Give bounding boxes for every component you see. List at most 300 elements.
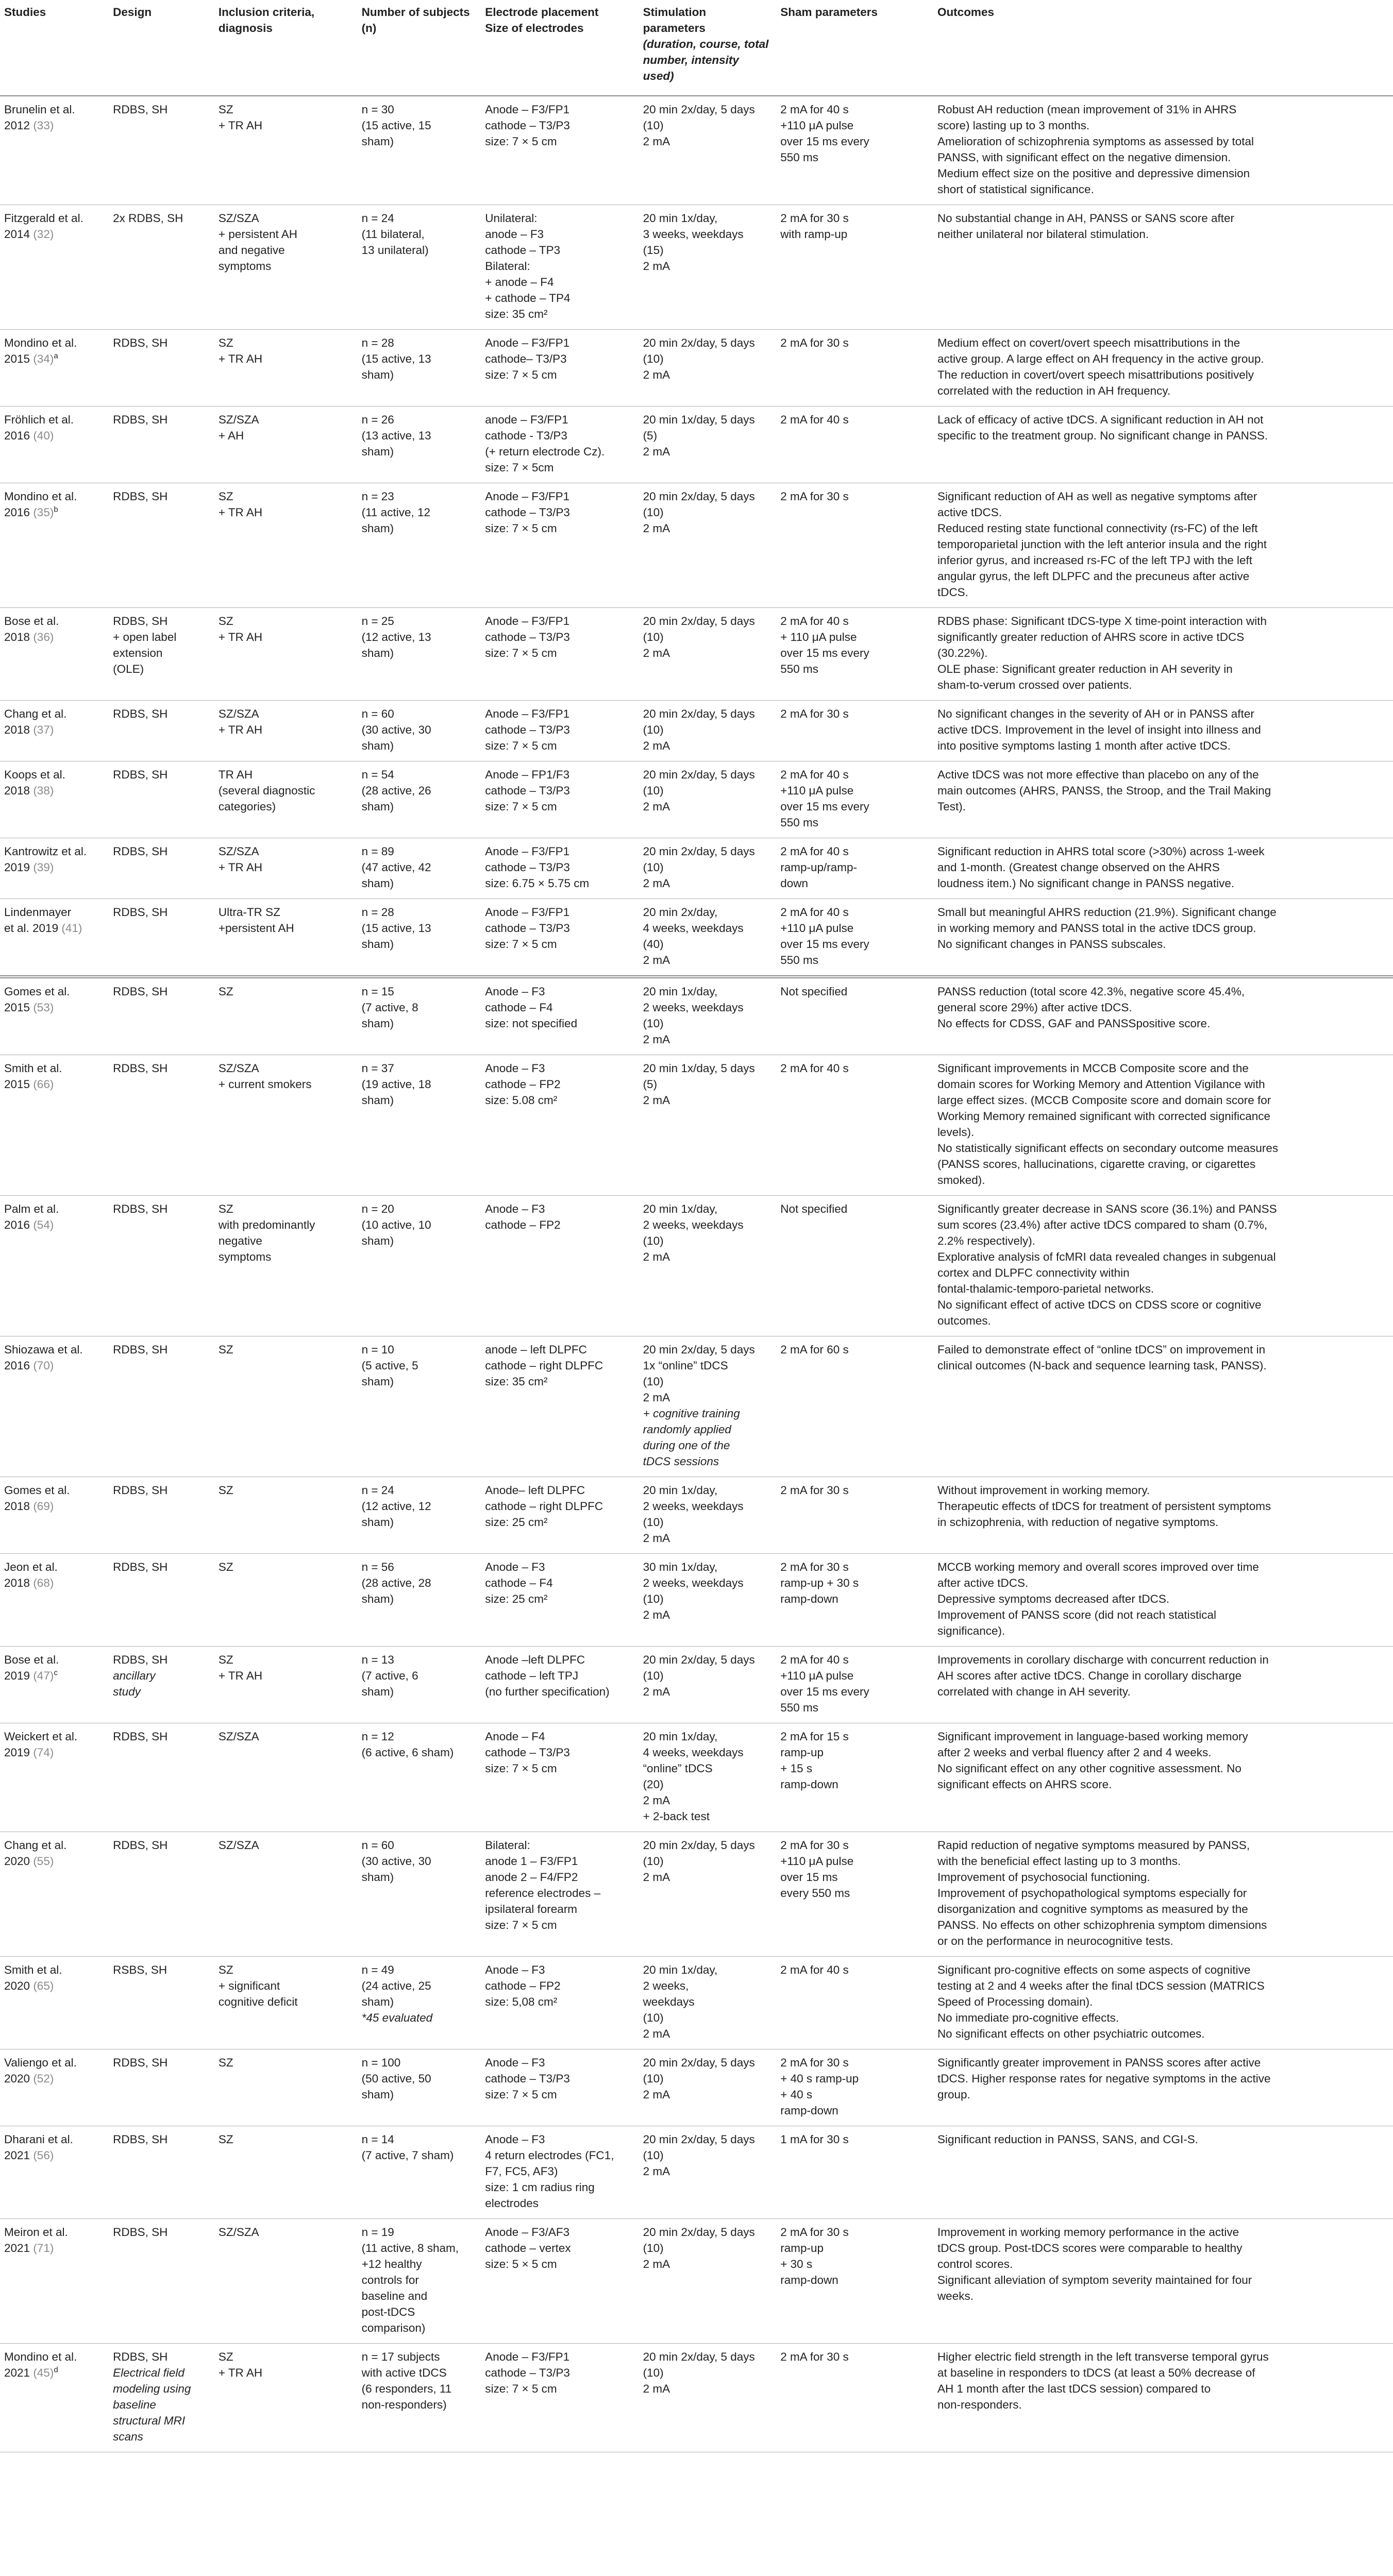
study-reference: (74) <box>33 1746 54 1759</box>
cell-subjects <box>358 483 481 608</box>
study-reference: (71) <box>33 2242 54 2255</box>
cell-electrode: Anode – F3/FP1 cathode – T3/P3 size: 7 × 5 cm <box>481 701 639 761</box>
study-reference: (35) <box>33 506 54 519</box>
cell-stimulation <box>639 2344 777 2452</box>
cell-electrode: Anode – F3/FP1 cathode – T3/P3 size: 7 × 5 cm <box>481 899 639 977</box>
cell-subjects <box>358 899 481 977</box>
cell-inclusion: SZ <box>214 977 358 1055</box>
cell-study <box>0 2219 109 2344</box>
cell-sham: 2 mA for 40 s ramp-up/ramp- down <box>776 838 933 899</box>
stimulation-text: 20 min 2x/day, 5 days (10) 2 mA <box>643 2226 755 2270</box>
table-row <box>0 330 1393 406</box>
cell-outcomes: RDBS phase: Significant tDCS-type X time-point interaction with significantly greater reduction of AHRS score in active tDCS (30.22%). OLE phase: Significant greater reduction in AH severity in sham-to-verum crossed over patients. <box>933 608 1393 701</box>
cell-subjects <box>358 2049 481 2126</box>
study-name: Bose et al. 2018 <box>4 615 59 643</box>
subjects-text: n = 25 (12 active, 13 sham) <box>361 615 431 659</box>
cell-design <box>109 205 214 330</box>
cell-study <box>0 838 109 899</box>
design-text: RDBS, SH <box>113 490 168 503</box>
cell-study <box>0 899 109 977</box>
cell-stimulation <box>639 608 777 701</box>
stimulation-text: 20 min 1x/day, 2 weeks, weekdays (10) 2 mA <box>643 1484 744 1545</box>
cell-sham: 2 mA for 40 s <box>776 1957 933 2049</box>
cell-design <box>109 1832 214 1957</box>
design-text: RDBS, SH <box>113 2350 168 2363</box>
subjects-text: n = 100 (50 active, 50 sham) <box>361 2056 431 2101</box>
cell-subjects <box>358 761 481 838</box>
subjects-text: n = 26 (13 active, 13 sham) <box>361 413 431 458</box>
cell-stimulation <box>639 2219 777 2344</box>
cell-subjects <box>358 96 481 205</box>
header-stimulation <box>639 0 777 96</box>
stimulation-text: 20 min 2x/day, 5 days (10) 2 mA <box>643 707 755 752</box>
design-text: RDBS, SH <box>113 1202 168 1215</box>
cell-sham: 1 mA for 30 s <box>776 2126 933 2219</box>
cell-sham: Not specified <box>776 1196 933 1336</box>
cell-design <box>109 701 214 761</box>
cell-electrode: Anode – F3 cathode – T3/P3 size: 7 × 5 cm <box>481 2049 639 2126</box>
stimulation-text: 20 min 1x/day, 2 weeks, weekdays (10) 2 mA <box>643 1202 744 1263</box>
cell-design <box>109 1336 214 1477</box>
cell-electrode: Anode– left DLPFC cathode – right DLPFC size: 25 cm² <box>481 1477 639 1554</box>
cell-electrode: Anode – F4 cathode – T3/P3 size: 7 × 5 cm <box>481 1723 639 1832</box>
stimulation-text: 20 min 2x/day, 5 days (10) 2 mA <box>643 490 755 535</box>
cell-electrode: Anode – F3 cathode – F4 size: 25 cm² <box>481 1554 639 1647</box>
study-name: Dharani et al. 2021 <box>4 2133 73 2162</box>
cell-subjects <box>358 1723 481 1832</box>
cell-outcomes: Significant reduction in AHRS total score (>30%) across 1-week and 1-month. (Greatest change observed on the AHRS loudness item.) No significant change in PANSS negative. <box>933 838 1393 899</box>
stimulation-text: 20 min 1x/day, 3 weeks, weekdays (15) 2 mA <box>643 212 744 273</box>
cell-sham: 2 mA for 30 s <box>776 330 933 406</box>
study-name: Lindenmayer et al. 2019 <box>4 906 72 935</box>
study-name: Fitzgerald et al. 2014 <box>4 212 83 241</box>
cell-outcomes: Lack of efficacy of active tDCS. A significant reduction in AH not specific to the treatment group. No significant change in PANSS. <box>933 406 1393 483</box>
cell-study <box>0 761 109 838</box>
cell-subjects <box>358 1477 481 1554</box>
table-row <box>0 483 1393 608</box>
stimulation-text: 20 min 2x/day, 4 weeks, weekdays (40) 2 mA <box>643 906 744 967</box>
cell-sham: 2 mA for 30 s <box>776 701 933 761</box>
cell-subjects <box>358 1196 481 1336</box>
cell-stimulation <box>639 1957 777 2049</box>
cell-inclusion: Ultra-TR SZ +persistent AH <box>214 899 358 977</box>
cell-design <box>109 2344 214 2452</box>
cell-electrode: Anode – F3 cathode – FP2 <box>481 1196 639 1336</box>
subjects-text: n = 13 (7 active, 6 sham) <box>361 1653 418 1698</box>
study-reference: (69) <box>33 1500 54 1513</box>
cell-electrode: Anode – F3 cathode – FP2 size: 5,08 cm² <box>481 1957 639 2049</box>
header-design: Design <box>109 0 214 96</box>
study-reference: (47) <box>33 1669 54 1682</box>
cell-sham: 2 mA for 30 s <box>776 2344 933 2452</box>
cell-stimulation <box>639 483 777 608</box>
cell-stimulation <box>639 2049 777 2126</box>
cell-outcomes: Significant improvement in language-based working memory after 2 weeks and verbal fluency after 2 and 4 weeks. No significant effect on any other cognitive assessment. No significant effects on AHRS score. <box>933 1723 1393 1832</box>
study-reference: (39) <box>33 861 54 874</box>
cell-sham: 2 mA for 40 s +110 μA pulse over 15 ms every 550 ms <box>776 761 933 838</box>
cell-subjects <box>358 1055 481 1196</box>
cell-subjects <box>358 1832 481 1957</box>
cell-sham: 2 mA for 40 s +110 μA pulse over 15 ms every 550 ms <box>776 96 933 205</box>
cell-study <box>0 1647 109 1723</box>
cell-study <box>0 1723 109 1832</box>
stimulation-text: 20 min 2x/day, 5 days (10) 2 mA <box>643 2133 755 2178</box>
table-row <box>0 1957 1393 2049</box>
cell-outcomes: Medium effect on covert/overt speech misattributions in the active group. A large effect on AH frequency in the active group. The reduction in covert/overt speech misattributions positively correlated with the reduction in AH frequency. <box>933 330 1393 406</box>
cell-inclusion: SZ + significant cognitive deficit <box>214 1957 358 2049</box>
study-reference: (55) <box>33 1855 54 1868</box>
study-name: Smith et al. 2015 <box>4 1062 62 1091</box>
study-name: Shiozawa et al. 2016 <box>4 1343 83 1372</box>
cell-design <box>109 899 214 977</box>
design-text: RDBS, SH <box>113 707 168 720</box>
design-text: RSBS, SH <box>113 1963 167 1976</box>
cell-design <box>109 977 214 1055</box>
table-row <box>0 2219 1393 2344</box>
cell-sham: 2 mA for 30 s +110 μA pulse over 15 ms every 550 ms <box>776 1832 933 1957</box>
subjects-text: n = 89 (47 active, 42 sham) <box>361 845 431 890</box>
cell-subjects <box>358 1957 481 2049</box>
stimulation-text: 20 min 2x/day, 5 days (10) 2 mA <box>643 2350 755 2395</box>
cell-electrode: Anode – F3/AF3 cathode – vertex size: 5 × 5 cm <box>481 2219 639 2344</box>
study-reference: (65) <box>33 1979 54 1992</box>
stimulation-text: 20 min 2x/day, 5 days (10) 2 mA <box>643 1653 755 1698</box>
stimulation-text: 20 min 2x/day, 5 days (10) 2 mA <box>643 1839 755 1884</box>
study-name: Smith et al. 2020 <box>4 1963 62 1992</box>
subjects-text: n = 60 (30 active, 30 sham) <box>361 1839 431 1884</box>
table-row <box>0 2344 1393 2452</box>
cell-electrode: Anode – F3/FP1 cathode – T3/P3 size: 7 × 5 cm <box>481 483 639 608</box>
cell-outcomes: Significant pro-cognitive effects on some aspects of cognitive testing at 2 and 4 weeks after the final tDCS session (MATRICS Speed of Processing domain). No immediate pro-cognitive effects. No significant effects on other psychiatric outcomes. <box>933 1957 1393 2049</box>
design-text: RDBS, SH <box>113 1730 168 1743</box>
cell-sham: 2 mA for 15 s ramp-up + 15 s ramp-down <box>776 1723 933 1832</box>
table-row <box>0 977 1393 1055</box>
cell-outcomes: PANSS reduction (total score 42.3%, negative score 45.4%, general score 29%) after active tDCS. No effects for CDSS, GAF and PANSSpositive score. <box>933 977 1393 1055</box>
cell-electrode: Anode – F3/FP1 cathode – T3/P3 size: 7 × 5 cm <box>481 96 639 205</box>
study-reference: (52) <box>33 2072 54 2085</box>
subjects-text: n = 23 (11 active, 12 sham) <box>361 490 430 535</box>
stimulation-text: 20 min 1x/day, 5 days (5) 2 mA <box>643 1062 755 1107</box>
table-header-row <box>0 0 1393 96</box>
cell-inclusion: SZ + TR AH <box>214 608 358 701</box>
cell-sham: 2 mA for 30 s ramp-up + 30 s ramp-down <box>776 1554 933 1647</box>
cell-electrode: anode – F3/FP1 cathode - T3/P3 (+ return electrode Cz). size: 7 × 5cm <box>481 406 639 483</box>
cell-inclusion: SZ <box>214 1477 358 1554</box>
cell-subjects <box>358 1554 481 1647</box>
table-row <box>0 205 1393 330</box>
cell-design <box>109 761 214 838</box>
design-text: RDBS, SH <box>113 1484 168 1497</box>
cell-study <box>0 1477 109 1554</box>
cell-inclusion: SZ/SZA + persistent AH and negative symptoms <box>214 205 358 330</box>
design-text: RDBS, SH <box>113 906 168 919</box>
cell-design <box>109 406 214 483</box>
header-electrode <box>481 0 639 96</box>
cell-stimulation <box>639 1832 777 1957</box>
cell-outcomes: Significant reduction of AH as well as negative symptoms after active tDCS. Reduced resting state functional connectivity (rs-FC) of the left temporoparietal junction with the left anterior insula and the right inferior gyrus, and increased rs-FC of the left TPJ with the left angular gyrus, the left DLPFC and the precuneus after active tDCS. <box>933 483 1393 608</box>
cell-design <box>109 1957 214 2049</box>
cell-study <box>0 2049 109 2126</box>
stimulation-text: 20 min 1x/day, 5 days (5) 2 mA <box>643 413 755 458</box>
cell-sham: 2 mA for 40 s +110 μA pulse over 15 ms every 550 ms <box>776 1647 933 1723</box>
cell-inclusion: SZ <box>214 1554 358 1647</box>
footnote-mark: a <box>54 351 58 361</box>
design-text: RDBS, SH <box>113 845 168 858</box>
cell-study <box>0 96 109 205</box>
design-text: RDBS, SH <box>113 336 168 349</box>
table-row <box>0 96 1393 205</box>
stimulation-text: 20 min 1x/day, 2 weeks, weekdays (10) 2 mA <box>643 1963 718 2040</box>
cell-electrode: Anode – F3/FP1 cathode – T3/P3 size: 6.75 × 5.75 cm <box>481 838 639 899</box>
header-stimulation-text: Stimulation parameters <box>643 6 707 35</box>
study-name: Bose et al. 2019 <box>4 1653 59 1682</box>
cell-stimulation <box>639 406 777 483</box>
cell-inclusion: SZ/SZA + TR AH <box>214 701 358 761</box>
cell-sham: 2 mA for 60 s <box>776 1336 933 1477</box>
study-reference: (45) <box>33 2366 54 2379</box>
subjects-text: n = 28 (15 active, 13 sham) <box>361 336 431 381</box>
cell-subjects <box>358 2344 481 2452</box>
study-reference: (34) <box>33 352 54 365</box>
cell-inclusion: SZ/SZA <box>214 1723 358 1832</box>
cell-sham: 2 mA for 30 s ramp-up + 30 s ramp-down <box>776 2219 933 2344</box>
cell-inclusion: SZ + TR AH <box>214 96 358 205</box>
cell-outcomes: Rapid reduction of negative symptoms measured by PANSS, with the beneficial effect lasting up to 3 months. Improvement of psychosocial functioning. Improvement of psychopathological symptoms especially for disorganization and cognitive symptoms as measured by the PANSS. No effects on other schizophrenia symptom dimensions or on the performance in neurocognitive tests. <box>933 1832 1393 1957</box>
cell-study <box>0 1554 109 1647</box>
table-row <box>0 406 1393 483</box>
cell-stimulation <box>639 1554 777 1647</box>
cell-outcomes: Higher electric field strength in the left transverse temporal gyrus at baseline in responders to tDCS (at least a 50% decrease of AH 1 month after the last tDCS session) compared to non-responders. <box>933 2344 1393 2452</box>
cell-stimulation <box>639 330 777 406</box>
cell-study <box>0 1055 109 1196</box>
cell-inclusion: SZ + TR AH <box>214 1647 358 1723</box>
design-text: RDBS, SH <box>113 2226 168 2239</box>
table-row <box>0 761 1393 838</box>
design-text: RDBS, SH <box>113 2056 168 2069</box>
table-row <box>0 701 1393 761</box>
header-sham: Sham parameters <box>776 0 933 96</box>
subjects-text: n = 19 (11 active, 8 sham, +12 healthy controls for baseline and post-tDCS comparison) <box>361 2226 459 2334</box>
study-reference: (36) <box>33 631 54 643</box>
cell-design <box>109 1477 214 1554</box>
cell-design <box>109 1554 214 1647</box>
study-reference: (40) <box>33 429 54 442</box>
cell-outcomes: Small but meaningful AHRS reduction (21.9%). Significant change in working memory and PANSS total in the active tDCS group. No significant changes in PANSS subscales. <box>933 899 1393 977</box>
cell-outcomes: Significantly greater improvement in PANSS scores after active tDCS. Higher response rates for negative symptoms in the active group. <box>933 2049 1393 2126</box>
cell-study <box>0 701 109 761</box>
table-row <box>0 1723 1393 1832</box>
cell-inclusion: TR AH (several diagnostic categories) <box>214 761 358 838</box>
cell-outcomes: Without improvement in working memory. Therapeutic effects of tDCS for treatment of persistent symptoms in schizophrenia, with reduction of negative symptoms. <box>933 1477 1393 1554</box>
cell-electrode: Anode –left DLPFC cathode – left TPJ (no further specification) <box>481 1647 639 1723</box>
table-row <box>0 608 1393 701</box>
cell-outcomes: Improvement in working memory performance in the active tDCS group. Post-tDCS scores were comparable to healthy control scores. Significant alleviation of symptom severity maintained for four weeks. <box>933 2219 1393 2344</box>
cell-sham: 2 mA for 40 s + 110 μA pulse over 15 ms every 550 ms <box>776 608 933 701</box>
cell-study <box>0 2344 109 2452</box>
study-name: Mondino et al. 2021 <box>4 2350 77 2379</box>
cell-stimulation <box>639 96 777 205</box>
cell-study <box>0 2126 109 2219</box>
cell-outcomes: No substantial change in AH, PANSS or SANS score after neither unilateral nor bilateral stimulation. <box>933 205 1393 330</box>
subjects-note: *45 evaluated <box>361 2011 433 2024</box>
cell-stimulation <box>639 1196 777 1336</box>
table-row <box>0 1196 1393 1336</box>
design-text: RDBS, SH <box>113 103 168 116</box>
cell-subjects <box>358 406 481 483</box>
cell-study <box>0 1832 109 1957</box>
study-reference: (33) <box>33 119 54 132</box>
study-reference: (66) <box>33 1078 54 1091</box>
cell-inclusion: SZ/SZA <box>214 1832 358 1957</box>
design-text: RDBS, SH <box>113 413 168 426</box>
stimulation-text: 20 min 2x/day, 5 days (10) 2 mA <box>643 768 755 813</box>
subjects-text: n = 49 (24 active, 25 sham) <box>361 1963 431 2008</box>
cell-sham: 2 mA for 30 s <box>776 1477 933 1554</box>
subjects-text: n = 24 (11 bilateral, 13 unilateral) <box>361 212 429 257</box>
cell-electrode: Anode – FP1/F3 cathode – T3/P3 size: 7 × 5 cm <box>481 761 639 838</box>
study-name: Valiengo et al. 2020 <box>4 2056 77 2085</box>
study-name: Brunelin et al. 2012 <box>4 103 75 132</box>
table-row <box>0 1554 1393 1647</box>
cell-stimulation <box>639 899 777 977</box>
table-row <box>0 2049 1393 2126</box>
cell-stimulation <box>639 1647 777 1723</box>
subjects-text: n = 10 (5 active, 5 sham) <box>361 1343 418 1388</box>
subjects-text: n = 54 (28 active, 26 sham) <box>361 768 431 813</box>
cell-outcomes: Failed to demonstrate effect of “online tDCS” on improvement in clinical outcomes (N-back and sequence learning task, PANSS). <box>933 1336 1393 1477</box>
design-text: RDBS, SH + open label extension (OLE) <box>113 615 177 675</box>
table-row <box>0 1477 1393 1554</box>
study-reference: (37) <box>33 723 54 736</box>
study-reference: (68) <box>33 1577 54 1589</box>
subjects-text: n = 60 (30 active, 30 sham) <box>361 707 431 752</box>
study-name: Chang et al. 2018 <box>4 707 67 736</box>
cell-design <box>109 330 214 406</box>
cell-electrode: Anode – F3/FP1 cathode – T3/P3 size: 7 × 5 cm <box>481 608 639 701</box>
cell-stimulation <box>639 1723 777 1832</box>
cell-sham: 2 mA for 40 s +110 μA pulse over 15 ms every 550 ms <box>776 899 933 977</box>
cell-design <box>109 2126 214 2219</box>
cell-electrode: anode – left DLPFC cathode – right DLPFC size: 35 cm² <box>481 1336 639 1477</box>
header-studies: Studies <box>0 0 109 96</box>
cell-design <box>109 1647 214 1723</box>
cell-subjects <box>358 1336 481 1477</box>
cell-outcomes: Significant reduction in PANSS, SANS, and CGI-S. <box>933 2126 1393 2219</box>
subjects-text: n = 14 (7 active, 7 sham) <box>361 2133 454 2162</box>
study-reference: (38) <box>33 784 54 797</box>
cell-inclusion: SZ/SZA + current smokers <box>214 1055 358 1196</box>
table-row <box>0 1832 1393 1957</box>
study-name: Mondino et al. 2016 <box>4 490 77 519</box>
subjects-text: n = 30 (15 active, 15 sham) <box>361 103 431 148</box>
study-name: Palm et al. 2016 <box>4 1202 59 1231</box>
cell-design <box>109 608 214 701</box>
cell-stimulation <box>639 1477 777 1554</box>
study-reference: (53) <box>33 1001 54 1014</box>
cell-electrode: Anode – F3/FP1 cathode – T3/P3 size: 7 × 5 cm <box>481 2344 639 2452</box>
design-note: Electrical field modeling using baseline structural MRI scans <box>113 2366 191 2443</box>
table-row <box>0 899 1393 977</box>
cell-design <box>109 838 214 899</box>
cell-design <box>109 2049 214 2126</box>
cell-study <box>0 977 109 1055</box>
cell-subjects <box>358 701 481 761</box>
subjects-text: n = 15 (7 active, 8 sham) <box>361 985 418 1030</box>
cell-electrode: Anode – F3 cathode – F4 size: not specified <box>481 977 639 1055</box>
stimulation-text: 20 min 2x/day, 5 days (10) 2 mA <box>643 2056 755 2101</box>
cell-stimulation <box>639 977 777 1055</box>
cell-stimulation <box>639 838 777 899</box>
cell-study <box>0 1336 109 1477</box>
cell-inclusion: SZ + TR AH <box>214 2344 358 2452</box>
cell-subjects <box>358 838 481 899</box>
cell-outcomes: Improvements in corollary discharge with concurrent reduction in AH scores after active tDCS. Change in corollary discharge correlated with change in AH severity. <box>933 1647 1393 1723</box>
stimulation-text: 20 min 2x/day, 5 days (10) 2 mA <box>643 103 755 148</box>
cell-stimulation <box>639 1336 777 1477</box>
cell-inclusion: SZ/SZA <box>214 2219 358 2344</box>
study-name: Mondino et al. 2015 <box>4 336 77 365</box>
cell-subjects <box>358 2219 481 2344</box>
study-name: Gomes et al. 2018 <box>4 1484 70 1513</box>
study-name: Jeon et al. 2018 <box>4 1561 58 1589</box>
table-body <box>0 96 1393 2452</box>
stimulation-text: 20 min 1x/day, 4 weeks, weekdays “online” tDCS (20) 2 mA + 2-back test <box>643 1730 744 1823</box>
subjects-text: n = 28 (15 active, 13 sham) <box>361 906 431 951</box>
subjects-text: n = 20 (10 active, 10 sham) <box>361 1202 431 1247</box>
header-stimulation-subtext: (duration, course, total number, intensity used) <box>643 38 769 82</box>
stimulation-text: 20 min 1x/day, 2 weeks, weekdays (10) 2 mA <box>643 985 744 1046</box>
design-text: RDBS, SH <box>113 1653 168 1666</box>
study-reference: (56) <box>33 2149 54 2162</box>
table-row <box>0 838 1393 899</box>
stimulation-text: 20 min 2x/day, 5 days (10) 2 mA <box>643 336 755 381</box>
cell-electrode: Anode – F3 cathode – FP2 size: 5.08 cm² <box>481 1055 639 1196</box>
cell-study <box>0 406 109 483</box>
subjects-text: n = 12 (6 active, 6 sham) <box>361 1730 454 1759</box>
header-outcomes: Outcomes <box>933 0 1393 96</box>
cell-inclusion: SZ/SZA + TR AH <box>214 838 358 899</box>
study-name: Gomes et al. 2015 <box>4 985 70 1014</box>
study-reference: (70) <box>33 1359 54 1372</box>
cell-sham: 2 mA for 40 s <box>776 1055 933 1196</box>
cell-outcomes: No significant changes in the severity of AH or in PANSS after active tDCS. Improvement in the level of insight into illness and into positive symptoms lasting 1 month after active tDCS. <box>933 701 1393 761</box>
footnote-mark: b <box>54 505 58 514</box>
cell-inclusion: SZ <box>214 2049 358 2126</box>
cell-subjects <box>358 330 481 406</box>
cell-study <box>0 205 109 330</box>
stimulation-note: + cognitive training randomly applied during one of the tDCS sessions <box>643 1407 740 1468</box>
cell-study <box>0 608 109 701</box>
cell-subjects <box>358 1647 481 1723</box>
cell-sham: Not specified <box>776 977 933 1055</box>
cell-outcomes: Significantly greater decrease in SANS score (36.1%) and PANSS sum scores (23.4%) after active tDCS compared to sham (0.7%, 2.2% respectively). Explorative analysis of fcMRI data revealed changes in subgenual cortex and DLPFC connectivity within fontal-thalamic-temporo-parietal networks. No significant effect of active tDCS on CDSS score or cognitive outcomes. <box>933 1196 1393 1336</box>
study-reference: (54) <box>33 1218 54 1231</box>
footnote-mark: d <box>54 2365 58 2375</box>
cell-inclusion: SZ with predominantly negative symptoms <box>214 1196 358 1336</box>
subjects-text: n = 37 (19 active, 18 sham) <box>361 1062 431 1107</box>
table-row <box>0 1336 1393 1477</box>
cell-stimulation <box>639 205 777 330</box>
cell-design <box>109 1723 214 1832</box>
subjects-text: n = 56 (28 active, 28 sham) <box>361 1561 431 1605</box>
study-name: Weickert et al. 2019 <box>4 1730 78 1759</box>
cell-study <box>0 1957 109 2049</box>
cell-sham: 2 mA for 30 s with ramp-up <box>776 205 933 330</box>
cell-outcomes: Significant improvements in MCCB Composite score and the domain scores for Working Memory and Attention Vigilance with large effect sizes. (MCCB Composite score and domain score for Working Memory remained significant with corrected significance levels). No statistically significant effects on secondary outcome measures (PANSS scores, hallucinations, cigarette craving, or cigarettes smoked). <box>933 1055 1393 1196</box>
cell-inclusion: SZ + TR AH <box>214 483 358 608</box>
design-text: 2x RDBS, SH <box>113 212 183 225</box>
cell-electrode: Bilateral: anode 1 – F3/FP1 anode 2 – F4/FP2 reference electrodes – ipsilateral forearm size: 7 × 5 cm <box>481 1832 639 1957</box>
